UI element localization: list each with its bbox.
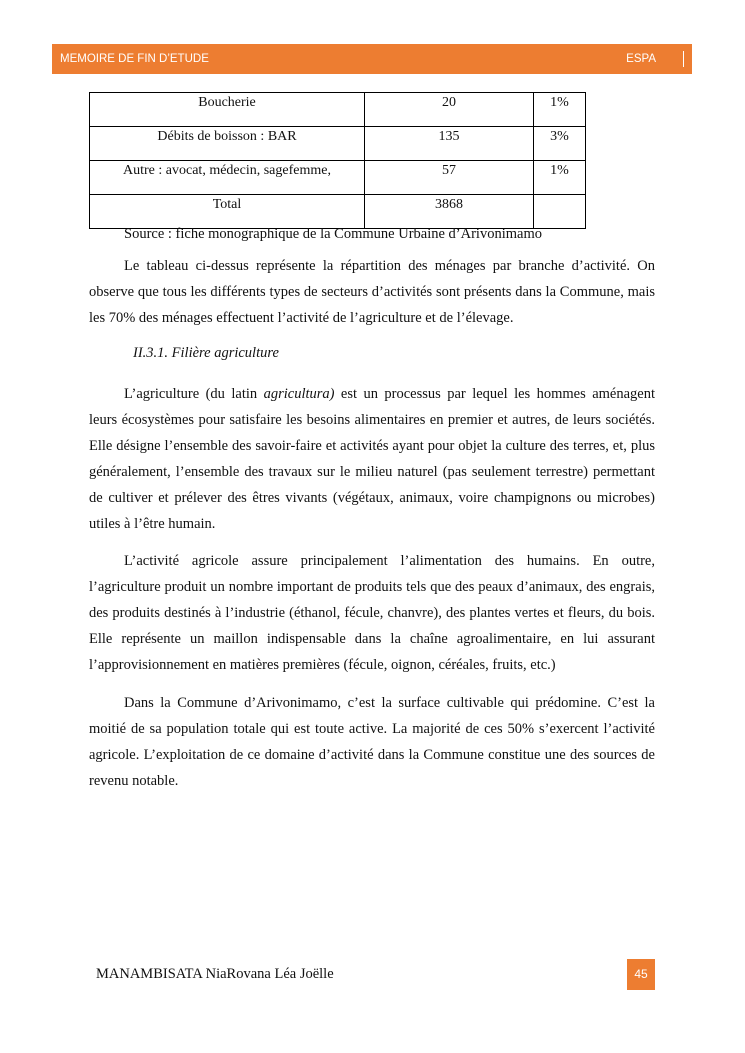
table-cell: 3% (534, 127, 586, 161)
paragraph (89, 548, 655, 678)
paragraph-text (89, 381, 655, 537)
table-row (90, 161, 586, 195)
paragraph (89, 253, 655, 331)
table-row-total (90, 195, 586, 229)
table-cell: Débits de boisson : BAR (90, 127, 365, 161)
table-source: Source : fiche monographique de la Commune Urbaine d’Arivonimamo (124, 226, 542, 242)
table-cell: Autre : avocat, médecin, sagefemme, (90, 161, 365, 195)
table-cell: 1% (534, 93, 586, 127)
header-institution: ESPA (626, 53, 656, 65)
paragraph-text: Le tableau ci-dessus représente la répartition des ménages par branche d’activité. On observe que tous les différents types de secteurs d’activités sont présents dans la Commune, mais les 70% des ménages effectuent l’activité de l’agriculture et de l’élevage. (89, 258, 655, 326)
footer-author: MANAMBISATA NiaRovana Léa Joëlle (96, 966, 334, 982)
table-cell: Total (90, 195, 365, 229)
activity-table (89, 92, 586, 229)
paragraph-text: L’activité agricole assure principalement l’alimentation des humains. En outre, l’agriculture produit un nombre important de produits tels que des peaux d’animaux, des engrais, des produits destinés à l’industrie (éthanol, fécule, chanvre), des plantes vertes et fleurs, du bois. Elle représente un maillon indispensable dans la chaîne agroalimentaire, en lui assurant l’approvisionnement en matières premières (fécule, oignon, céréales, fruits, etc.) (89, 553, 655, 673)
table-cell (534, 195, 586, 229)
header-divider (683, 51, 684, 67)
paragraph (89, 690, 655, 794)
table-cell: 135 (365, 127, 534, 161)
text: L’agriculture (du latin (124, 386, 264, 402)
table-row (90, 93, 586, 127)
paragraph-text: Dans la Commune d’Arivonimamo, c’est la surface cultivable qui prédomine. C’est la moitié de sa population totale qui est toute active. La majorité de ces 50% s’exercent l’activité agricole. L’exploitation de ce domaine d’activité dans la Commune constitue une des sources de revenu notable. (89, 695, 655, 789)
section-heading: II.3.1. Filière agriculture (133, 345, 279, 361)
table-cell: 57 (365, 161, 534, 195)
latin-term: agricultura) (263, 386, 335, 402)
header-title: MEMOIRE DE FIN D’ETUDE (60, 53, 209, 65)
table-cell: 3868 (365, 195, 534, 229)
page-header (52, 44, 692, 74)
table-cell: 1% (534, 161, 586, 195)
text: est un processus par lequel les hommes aménagent leurs écosystèmes pour satisfaire les besoins alimentaires en premier et autres, de leurs sociétés. Elle désigne l’ensemble des savoir-faire et activités ayant pour objet la culture des terres, et, plus généralement, l’ensemble des travaux sur le milieu naturel (pas seulement terrestre) permettant de cultiver et prélever des êtres vivants (végétaux, animaux, voire champignons ou microbes) utiles à l’être humain. (89, 386, 655, 532)
table-cell: Boucherie (90, 93, 365, 127)
table-cell: 20 (365, 93, 534, 127)
paragraph (89, 381, 655, 537)
page-number: 45 (627, 959, 655, 990)
table-row (90, 127, 586, 161)
